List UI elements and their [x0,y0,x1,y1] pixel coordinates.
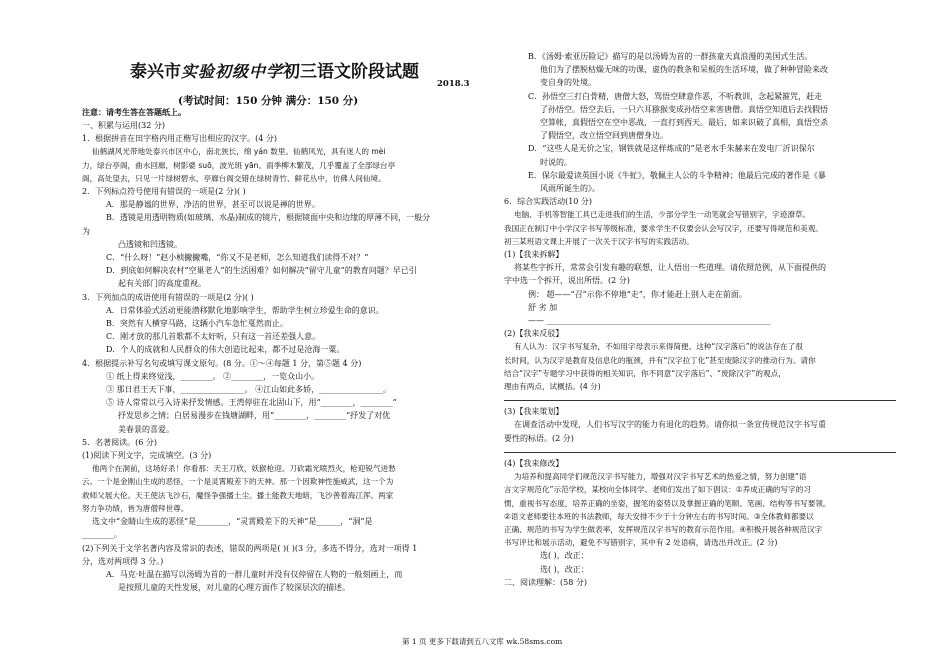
page-footer: 第 1 页 更多下载请到五八文库 wk.58sms.com [402,637,563,646]
left-line: 4．根据提示补写名句或填写课文原句。(8 分。①～④每题 1 分，第⑤题 4 分) [82,358,362,368]
right-line: 正确、规范的书写为学生做表率，发挥规范汉字书写的教育示范作用。④积极开展各种规范汉字 [504,524,823,534]
right-line: 结合“汉字”专题学习中获得的相关知识，你不同意“汉字落后”、“废除汉字”的观点， [504,368,786,378]
left-line: 是按照儿童的天性发展，对儿童的心理方面作了较深层次的描述。 [118,583,350,593]
right-line [504,445,896,453]
exam-info: (考试时间：150 分钟 满分：150 分) [178,95,359,107]
left-line: ③ 那日君王天下事，________________。 ④江山如此多娇，________________。 [106,385,392,395]
right-line: (2)【我来反驳】 [504,329,564,339]
title-school-calligraphy: 实验初级中学 [181,62,284,81]
left-line: 仙鹤湖风光带地处泰兴市区中心，南北狭长，绵 yán 数里。仙鹤风光，具有迷人的 mèi [92,147,386,157]
right-line: 书写评比和展示活动，避免不写错别字，其中有 2 处语病，请选出并改正。(2 分) [504,538,778,548]
right-line: 有人认为：汉字书写复杂，不如用字母表示来得简便。这种“汉字落后”的说法存在了很 [514,342,803,352]
exam-date: 2018.3 [437,79,470,89]
right-line: 将某些字拆开，常常会引发有趣的联想，让人悟出一些道理。请依照范例，从下面提供的 [514,263,826,273]
left-line: 凸透镜和凹透镜。 [118,239,182,249]
right-line: 二、阅读理解：(58 分) [504,577,587,587]
right-line: B．《汤姆·索亚历险记》描写的是以汤姆为首的一群孩童天真浪漫的美国式生活。 [528,52,813,61]
left-line: 阁，高处望去，只见一片绿树碧水，亭廊台阁交错在绿树青竹、鲜花丛中，仿佛人间仙境。 [82,173,386,183]
left-line: 云。一个是金刚山生成的恶怪，一个是灵霄殿差下的天神。那一个因欺神性施威武，这一个为 [82,477,394,487]
left-line: A．那是静谧的世界、净洁的世界，甚至可以说是禅的世界。 [106,200,320,210]
right-line: 了假悟空，改立悟空回到唐僧身边。 [540,131,668,141]
right-line: 6．综合实践活动(10 分) [504,197,593,207]
notice: 注意：请考生答在答题纸上。 [82,107,186,117]
right-line: 长时间，认为汉字是教育及信息化的瓶颈，并有“汉字拉丁化”甚至废除汉字的推动行为。请你 [504,355,816,365]
left-line: A．马克·吐温在描写以汤姆为首的一群儿童时并没有仅停留在人物的一般刻画上，而 [106,569,403,579]
left-line: C．“什么呀！”赵小桢撇撇嘴，“你又不是老师，怎么知道我们读得不对？” [106,253,369,263]
right-line: (1)【我来拆解】 [504,250,564,260]
right-line: 变自身的处境。 [540,78,596,88]
left-line: ① 纸上得来终觉浅，________。 ②________，一览众山小。 [106,371,320,381]
right-line: 电脑、手机等智能工具已走进我们的生活，少部分学生一动笔就会写错别字，字迹潦草。 [514,210,811,220]
left-line: 2．下列标点符号使用有错误的一项是(2 分)( ) [82,187,246,197]
right-line: 我国正在制订中小学汉字书写等级标准，要求学生不仅要会认会写汉字，还要写得规范和美观。 [504,223,823,233]
right-line: 时说的。 [540,157,572,167]
left-line: 努力争功绩，皆为唐僧拜世尊。 [82,503,189,513]
right-line: D．“这些人是无价之宝，钢铁就是这样炼成的”是老水手朱赫来在发电厂沂识保尔 [528,144,815,154]
right-line: 空算帐，真假悟空在空中恶战，一直打到西天。最后，如来识破了真相，真悟空杀 [540,118,828,128]
left-line: 他两个在洞前，这场好杀！你看那：天王刀欣，妖猴枪迎。刀砍霜光喷烈火，枪迎锐气迸愁 [92,464,396,474]
left-line: 为 [82,226,90,236]
left-column [82,119,464,594]
left-line: 选文中“金睛山生成的恶怪”是________，“灵霄殿差下的天神”是______，“洞”是 [92,517,373,527]
left-line: 一、积累与运用(32 分) [82,121,165,130]
right-column [504,50,896,589]
right-line: 了孙悟空。悟空去后，一只六耳猕猴变成孙悟空来害唐僧。真悟空知道后去找假悟 [540,104,828,114]
right-line: 初三某班语文课上开展了一次关于汉字书写的实践活动。 [504,236,694,246]
right-line: C．孙悟空三打白骨精，唐僧大怒，骂悟空肆意作恶，不听教训，念起紧箍咒，赶走 [528,91,823,101]
right-line: 选( )，改正： [540,564,589,574]
left-line: 救师父展大伦。天王使法飞沙石，魔怪争强播土尘。播土能教天地暗，飞沙善着海江浑。两家 [82,490,394,500]
left-line: B．突然有人横穿马路，这辆小汽车急忙戛然而止。 [106,319,288,329]
right-line: 要性的标语。(2 分) [504,433,574,443]
right-line: 理由有两点，试概括。(4 分) [504,382,601,392]
right-line: 舒 劣 加 [528,302,558,312]
right-line: 选( )，改正： [540,551,589,561]
right-line: 字中选一个拆开，说出所悟。(2 分) [504,276,630,286]
left-line: 美春景的喜爱。 [118,424,174,434]
right-line: E．保尔最爱读英国小说《牛虻》，敬佩主人公的斗争精神；他最后完成的著作是《暴 [528,170,826,180]
left-line: 起有关部门的高度重视。 [118,279,206,289]
left-line: (1)阅读下列文字，完成填空。(3 分) [82,451,212,461]
right-line: 为培养和提高同学们规范汉字书写能力，增强对汉字书写艺术的热爱之情，努力创建“语 [514,472,807,482]
right-line: (4)【我来修改】 [504,458,564,468]
right-line: 言文字规范化”示范学校，某校向全体同学、老师们发出了如下倡议：①养成正确的写字的习 [504,485,811,495]
left-line: A．日常体验式活动更能潜移默化地影响学生，帮助学生树立珍爱生命的意识。 [106,305,384,315]
exam-title [130,57,419,82]
left-line: B．透镜是用透明物质(如玻璃、水晶)制成的镜片，根据镜面中央和边缘的厚薄不同，一般分 [106,213,431,223]
right-line: 他们为了摆脱枯燥无味的功课，虚伪的教条和呆板的生活环境，做了种种冒险来改 [540,65,828,75]
right-line: —— ________________________________________________________ [528,316,771,326]
left-line: ⑤ 诗人常常以弓入诗来抒发情感。王湾停驻在北固山下，用“________，________” [106,398,397,408]
title-city: 泰兴市 [130,62,181,81]
right-line [504,393,896,401]
title-suffix: 初三语文阶段试题 [283,62,420,81]
left-line: 5．名著阅读。(6 分) [82,437,157,447]
left-line: 力，绿台亭阁，曲水回廊，树影婆 suō，波光斑 yān。雨季柳木繁茂，几乎覆盖了全部绿台亭 [82,160,396,170]
right-line: 风雨所诞生的》。 [540,184,600,194]
left-line: C．刚才放的那几首歌都不太好听，只有这一首还差强人意。 [106,332,321,342]
right-line: 在调查活动中发现，人们书写汉字的能力有退化的趋势。请你拟一条宣传规范汉字书写重 [514,420,826,430]
left-line: (2)下列关于文学名著内容及常识的表述，错误的两项是( )( )(3 分，多选不得分，选对一项得 1 [82,543,418,553]
right-line: 例： 超——“召”示你不停地“走”，你才能赶上别人走在前面。 [528,289,747,299]
left-line: 1．根据拼音在田字格内用正楷写出相应的汉字。(4 分) [82,134,277,144]
left-line: ________。 [82,530,122,540]
right-line: (3)【我来策划】 [504,407,564,417]
left-line: D．个人的成就和人民群众的伟大创造比起来，都不过是沧海一粟。 [106,345,345,355]
right-line: 惯，重视书写态度，培养正确的坐姿，握笔的姿势以及掌握正确的笔顺、笔画、结构等书写要领。 [504,498,831,508]
left-line: D．到底如何解决农村“空巢老人”的生活困难？如何解决“留守儿童”的教育问题？早已引 [106,266,417,276]
left-line: 分，选对两项得 3 分。) [82,556,164,566]
left-line: 抒发思乡之情；白居易漫步在钱塘湖畔，用“________，________”抒发了对优 [118,411,391,421]
right-line: ②语文老师要往本班的书法教师，每天安排不少于十分钟左右的书写时间。③全体教师都要以 [504,511,814,521]
left-line: 3．下列加点的成语使用有错误的一项是(2 分)( ) [82,292,254,302]
